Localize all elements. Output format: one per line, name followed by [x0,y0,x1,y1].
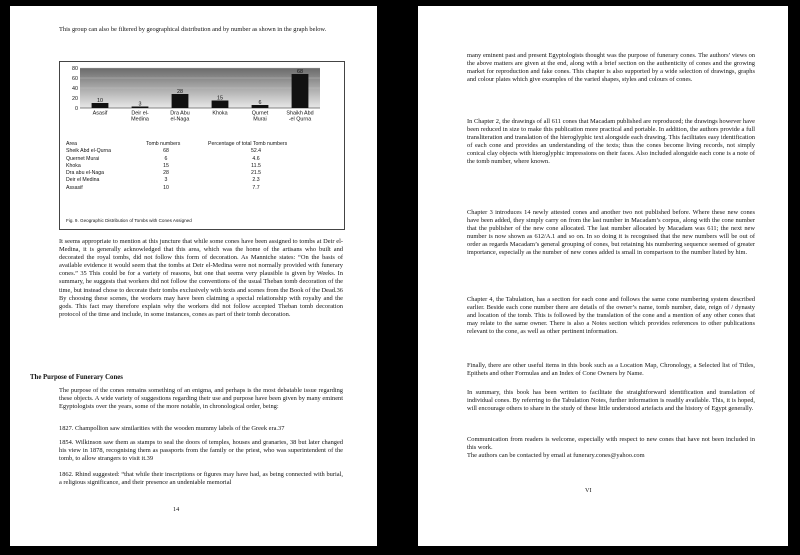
summary-paragraph: In summary, this book has been written to facilitate the straightforward identification and translation of individual cones. By referring to the Tabulation Notes, further information is readily available. This, it is hoped, will encourage others to share in the study of these little understood artefacts and the history of Egypt generally. [467,389,755,413]
table-row [66,185,336,192]
x-tick-label: Shaikh Abd -el Qurna [286,110,314,123]
communication-paragraph: Communication from readers is welcome, especially with respect to new cones that have not been included in this work. [467,436,755,452]
chronology-item: 1862. Rhind suggested: “that while their inscriptions or figures may have had, as being connected with burial, a religious significance, and their presence an undeniable memorial [59,471,343,487]
y-tick-label: 40 [72,85,78,92]
tomb-count-cell: 68 [163,148,169,155]
x-tick-label: Deir el-Medina [131,110,149,123]
bar [292,74,309,108]
deir-el-medina-paragraph: It seems appropriate to mention at this juncture that while some cones have been assigned to tombs at Deir el-Medina, it is generally acknowledged that this area, which was the home of the artisans who built and decorated the royal tombs, did not follow this form of decoration. As Manniche states: “On the basis of available evidence it would seem that the tombs at Deir el-Medina were not normally provided with funerary cones.” 35 This could be for a variety of reasons, but one that seems very plausible is given by Weeks. In summary, he suggests that workers did not follow the conventions of the usual Theban tomb decoration of the time, but instead chose to decorate their tombs exclusively with texts and scenes from the Book of the Dead.36 By choosing these scenes, the workers may have been claiming a special relationship with royalty and the gods. This fact may therefore explain why the workers did not follow accepted Theban tomb decoration protocol of the time and include, in some instances, cones as part of their tomb decoration. [59,238,343,318]
x-tick-label: Asasif [92,110,108,117]
area-cell: Assasif [66,184,83,191]
left-page [10,6,377,546]
distribution-table [66,141,336,192]
chapter-4-paragraph: Chapter 4, the Tabulation, has a section for each cone and follows the same cone numbering system described earlier. Beside each cone number there are details of the owner’s name, tomb number, date, reign of / dynasty and location of the tomb. This is followed by the translation of the cone and a mention of any other cones that may relate to the same owner. There is also a Notes section which provides references to other publications relevant to the cone, as well as other pertinent information. [467,296,755,336]
y-tick-label: 20 [72,95,78,102]
bar-value-label: 15 [217,95,223,102]
area-cell: Dra abu el-Naga [66,170,105,177]
table-row [66,170,336,177]
tomb-count-cell: 15 [163,162,169,169]
area-cell: Deir el Medina [66,177,100,184]
header-area: Area [66,141,77,147]
tomb-count-cell: 6 [164,155,168,162]
page-number: 14 [173,506,180,513]
table-header-row [66,141,336,148]
section-heading: The Purpose of Funerary Cones [30,374,123,381]
purpose-paragraph: The purpose of the cones remains something of an enigma, and perhaps is the most debatable issue regarding these objects. A wide variety of suggestions regarding their use and purpose have been given by many eminent Egyptologists over the years, some of the more notable, in chronological order, being: [59,387,343,411]
right-page [418,6,788,546]
x-tick-label: Dra Abu el-Naga [170,110,190,123]
bar [172,94,189,108]
bar-value-label: 28 [177,88,183,95]
area-cell: Quernet Murai [66,155,100,162]
chapter-3-paragraph: Chapter 3 introduces 14 newly attested cones and another two not published before. Where these new cones have been added, they simply carry on from the last number in Macadam’s corpus, along with the cone number that the publisher of the new cone allocated. The last number allocated by Macadam was 611; the next new number is now shown as 612/A.1 and so on. In so doing it is recognised that the new numbers will be out of order as regards Macadam’s general grouping of cones, but retaining his numbering sequence seemed of greater importance, especially as the number of new cones added is small in comparison to the number listed by him. [467,209,755,257]
distribution-bar-chart [60,62,344,142]
header-tomb-numbers: Tomb numbers [146,141,181,147]
distribution-figure [59,61,345,230]
chronology-item: 1827. Champollion saw similarities with the wooden mummy labels of the Greek era.37 [59,425,285,432]
percentage-cell: 7.7 [252,184,260,191]
bar-value-label: 6 [258,99,262,106]
chronology-item: 1854. Wilkinson saw them as stamps to seal the doors of temples, houses and granaries, 38 but later changed his view in 1878, recognising them as passports from the family or the priest, who was superintendent of the tomb, to allow strangers to visit it.39 [59,439,343,463]
header-percentage: Percentage of total Tomb numbers [208,141,288,147]
percentage-cell: 21.5 [250,170,262,177]
y-tick-label: 0 [75,105,78,112]
tomb-count-cell: 3 [164,177,168,184]
figure-caption: Fig. 9. Geographic Distribution of Tombs with Cones Assigned [66,218,192,223]
bar [212,101,229,109]
chapter-2-paragraph: In Chapter 2, the drawings of all 611 cones that Macadam published are reproduced; the drawings however have been reduced in size to make this publication more practical and portable. In addition, the authors provide a full transliteration and translation of the hieroglyphic text alongside each drawing. This facilitates easy identification of each cone and provides an understanding of the texts; thus the cones become living records, not simply conical clay objects with hieroglyphic impressions on their faces. Also included alongside each cone is a note of the tomb number, where known. [467,118,755,166]
bar-value-label: 10 [97,97,103,104]
contact-line: The authors can be contacted by email at funerary.cones@yahoo.com [467,452,645,459]
percentage-cell: 2.3 [252,177,260,184]
x-tick-label: Qurnet Murai [251,110,269,123]
y-tick-label: 80 [72,65,78,72]
x-tick-label: Khoka [212,110,228,117]
table-row [66,163,336,170]
percentage-cell: 11.5 [251,162,261,169]
area-cell: Sheik Abd el-Qurna [66,148,111,155]
page-number: VI [585,487,592,494]
tomb-count-cell: 10 [163,184,169,191]
bar-value-label: 3 [138,101,142,108]
bar-value-label: 68 [297,68,303,75]
intro-paragraph: This group can also be filtered by geographical distribution and by number as shown in the graph below. [59,26,327,33]
intro-continuation-paragraph: many eminent past and present Egyptologists thought was the purpose of funerary cones. The authors’ views on the above matters are given at the end, along with a brief section on the authenticity of cones and the growing market for reproduction and fake cones. This chapter is also supported by a wide selection of drawings, graphs and colour plates which give examples of the varied shapes, styles and colours of cones. [467,52,755,84]
table-row [66,177,336,184]
area-cell: Khoka [66,162,81,169]
tomb-count-cell: 28 [163,170,169,177]
percentage-cell: 52.4 [250,148,262,155]
table-row [66,156,336,163]
percentage-cell: 4.6 [252,155,260,162]
y-tick-label: 60 [72,75,78,82]
other-items-paragraph: Finally, there are other useful items in this book such as a Location Map, Chronology, a Selected list of Titles, Epithets and other Formulas and an Index of Cone Owners by Name. [467,362,755,378]
table-row [66,148,336,155]
